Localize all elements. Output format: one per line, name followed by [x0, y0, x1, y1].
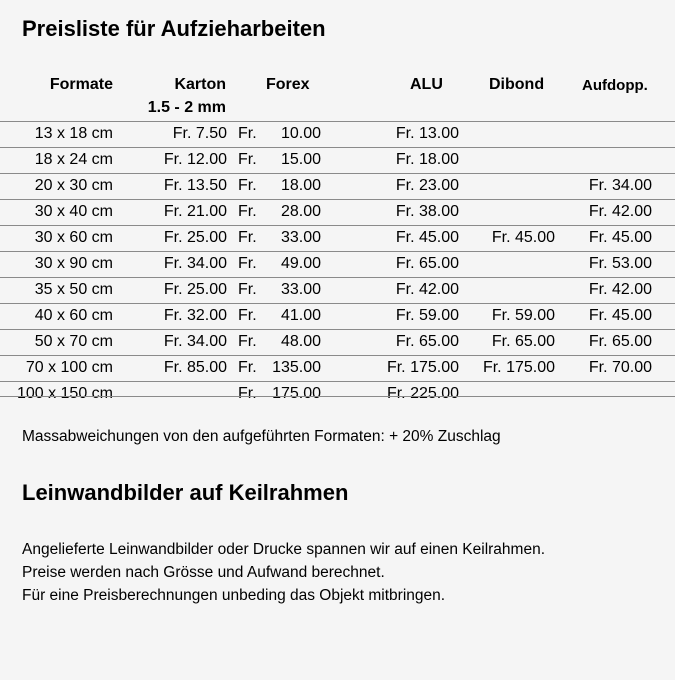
description-line: Angelieferte Leinwandbilder oder Drucke spannen wir auf einen Keilrahmen. [22, 541, 546, 558]
cell-aufdopp: Fr. 42.00 [588, 281, 652, 298]
cell-karton: Fr. 25.00 [163, 281, 227, 298]
cell-forex-currency: Fr. [238, 359, 257, 376]
cell-aufdopp: Fr. 65.00 [588, 333, 652, 350]
cell-aufdopp: Fr. 53.00 [588, 255, 652, 272]
cell-forex: 28.00 [280, 203, 321, 220]
cell-forex: 18.00 [280, 177, 321, 194]
cell-karton: Fr. 34.00 [163, 255, 227, 272]
table-row [0, 330, 675, 356]
cell-alu: Fr. 13.00 [395, 125, 459, 142]
table-row [0, 252, 675, 278]
cell-forex-currency: Fr. [238, 229, 257, 246]
price-table [0, 121, 675, 407]
cell-format: 35 x 50 cm [34, 281, 113, 298]
description-line: Für eine Preisberechnungen unbeding das Objekt mitbringen. [22, 587, 446, 604]
cell-alu: Fr. 23.00 [395, 177, 459, 194]
cell-karton: Fr. 85.00 [163, 359, 227, 376]
cell-forex: 15.00 [280, 151, 321, 168]
cell-forex-currency: Fr. [238, 333, 257, 350]
cell-dibond: Fr. 175.00 [482, 359, 555, 376]
cell-alu: Fr. 225.00 [386, 385, 459, 402]
table-row [0, 356, 675, 382]
cell-forex: 49.00 [280, 255, 321, 272]
cell-karton: Fr. 32.00 [163, 307, 227, 324]
cell-format: 20 x 30 cm [34, 177, 113, 194]
cell-dibond: Fr. 45.00 [491, 229, 555, 246]
cell-alu: Fr. 59.00 [395, 307, 459, 324]
cell-aufdopp: Fr. 70.00 [588, 359, 652, 376]
cell-forex-currency: Fr. [238, 151, 257, 168]
cell-alu: Fr. 38.00 [395, 203, 459, 220]
table-row [0, 304, 675, 330]
table-row [0, 148, 675, 174]
table-bottom-divider [0, 396, 675, 397]
cell-format: 40 x 60 cm [34, 307, 113, 324]
description-line: Preise werden nach Grösse und Aufwand berechnet. [22, 564, 385, 581]
cell-alu: Fr. 65.00 [395, 333, 459, 350]
table-row [0, 174, 675, 200]
table-row [0, 200, 675, 226]
cell-aufdopp: Fr. 42.00 [588, 203, 652, 220]
cell-karton: Fr. 12.00 [163, 151, 227, 168]
cell-format: 100 x 150 cm [16, 385, 113, 402]
cell-forex-currency: Fr. [238, 255, 257, 272]
cell-alu: Fr. 45.00 [395, 229, 459, 246]
cell-aufdopp: Fr. 34.00 [588, 177, 652, 194]
cell-karton: Fr. 25.00 [163, 229, 227, 246]
surcharge-note: Massabweichungen von den aufgeführten Formaten: + 20% Zuschlag [22, 428, 501, 445]
header-karton: Karton [174, 76, 226, 93]
cell-forex-currency: Fr. [238, 385, 257, 402]
cell-dibond: Fr. 65.00 [491, 333, 555, 350]
table-row [0, 226, 675, 252]
cell-aufdopp: Fr. 45.00 [588, 229, 652, 246]
cell-alu: Fr. 18.00 [395, 151, 459, 168]
cell-forex-currency: Fr. [238, 307, 257, 324]
cell-format: 13 x 18 cm [34, 125, 113, 142]
header-forex: Forex [266, 76, 310, 93]
cell-dibond: Fr. 59.00 [491, 307, 555, 324]
table-row [0, 278, 675, 304]
cell-karton: Fr. 7.50 [172, 125, 227, 142]
cell-format: 18 x 24 cm [34, 151, 113, 168]
header-aufdopp: Aufdopp. [582, 77, 648, 94]
leinwand-description [22, 538, 545, 607]
section-title-leinwand: Leinwandbilder auf Keilrahmen [22, 480, 349, 505]
header-karton-thickness: 1.5 - 2 mm [147, 99, 226, 116]
cell-forex: 33.00 [280, 281, 321, 298]
cell-forex-currency: Fr. [238, 203, 257, 220]
cell-alu: Fr. 42.00 [395, 281, 459, 298]
cell-forex: 175.00 [272, 385, 321, 402]
header-alu: ALU [410, 76, 443, 93]
cell-forex-currency: Fr. [238, 281, 257, 298]
cell-karton: Fr. 13.50 [163, 177, 227, 194]
cell-karton: Fr. 21.00 [163, 203, 227, 220]
cell-forex: 33.00 [280, 229, 321, 246]
cell-format: 70 x 100 cm [25, 359, 113, 376]
cell-karton: Fr. 34.00 [163, 333, 227, 350]
cell-forex-currency: Fr. [238, 177, 257, 194]
cell-forex: 41.00 [280, 307, 321, 324]
cell-forex-currency: Fr. [238, 125, 257, 142]
cell-alu: Fr. 175.00 [386, 359, 459, 376]
cell-forex: 135.00 [272, 359, 321, 376]
table-row [0, 121, 675, 148]
table-row [0, 382, 675, 407]
cell-format: 50 x 70 cm [34, 333, 113, 350]
cell-format: 30 x 60 cm [34, 229, 113, 246]
cell-format: 30 x 90 cm [34, 255, 113, 272]
header-formate: Formate [49, 76, 113, 93]
cell-aufdopp: Fr. 45.00 [588, 307, 652, 324]
cell-alu: Fr. 65.00 [395, 255, 459, 272]
header-dibond: Dibond [489, 76, 545, 93]
cell-forex: 48.00 [280, 333, 321, 350]
cell-format: 30 x 40 cm [34, 203, 113, 220]
page-title: Preisliste für Aufzieharbeiten [22, 16, 326, 41]
cell-forex: 10.00 [280, 125, 321, 142]
